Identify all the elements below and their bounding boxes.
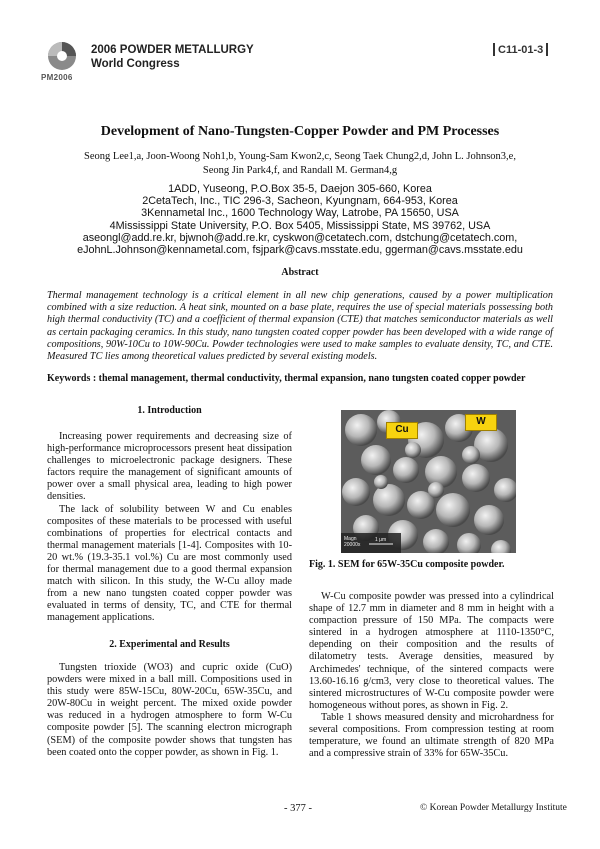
figure-caption: Fig. 1. SEM for 65W-35Cu composite powder. xyxy=(309,559,505,570)
abstract-text: Thermal management technology is a critical element in all new chip generations, caused by a power multiplication combined with a size reduction. A heat sink, mounted on a base plate, requires the use of special materials possessing both high thermal conductivity (TC) and a coefficient of thermal expansion (CTE) that matches semiconductor materials as well as certain packaging ceramics. In this study, nano tungsten coated copper powder has been developed with a wide range of compositions, 90W-10Cu to 10W-90Cu. Powder technologies were used to make samples to evaluate density, TC, and CTE. Measured TC lies among theoretical values predicted by several existing models. xyxy=(47,290,553,363)
intro-section xyxy=(47,431,292,625)
magnification xyxy=(344,536,360,548)
logo-text: PM2006 xyxy=(41,73,73,82)
paper-title: Development of Nano-Tungsten-Copper Powder and PM Processes xyxy=(100,124,500,139)
magnification-line1: Magn xyxy=(344,536,357,542)
scale-bar-label: 1 μm xyxy=(375,537,387,543)
abstract-heading: Abstract xyxy=(281,267,319,278)
copyright: © Korean Powder Metallurgy Institute xyxy=(420,803,567,813)
conference-name xyxy=(91,43,254,71)
intro-heading: 1. Introduction xyxy=(137,405,202,416)
results-section xyxy=(309,591,554,760)
paper-code xyxy=(493,43,548,56)
w-label: W xyxy=(465,414,497,431)
authors-line2: Seong Jin Park4,f, and Randall M. German4,g xyxy=(202,165,398,176)
cu-label: Cu xyxy=(386,422,418,439)
results-paragraph-1: W-Cu composite powder was pressed into a cylindrical shape of 12.7 mm in diameter and 8 mm in height with a compaction pressure of 150 MPa. The compacts were sintered in a hydrogen atmosphere at 1110-1350°C, depending on their composition and the results of dilatometry tests. Average densities, measured by Archimedes' technique, of the sintered compacts were 13.60-16.16 g/cm3, very close to theoretical values. The sintered microstructures of W-Cu composite powder were homogeneous without pores, as shown in Fig. 2. xyxy=(309,591,554,711)
emails-line2: eJohnL.Johnson@kennametal.com, fsjpark@cavs.msstate.edu, ggerman@cavs.msstate.edu xyxy=(77,244,523,257)
paper-code-text: C11-01-3 xyxy=(498,43,544,56)
page-number: - 377 - xyxy=(284,803,312,814)
affiliations xyxy=(40,183,560,256)
keywords: Keywords : themal management, thermal conductivity, thermal expansion, nano tungsten coated copper powder xyxy=(47,373,526,384)
affiliation-1: 1ADD, Yuseong, P.O.Box 35-5, Daejon 305-660, Korea xyxy=(168,183,432,195)
magnification-line2: 20000x xyxy=(344,542,361,548)
affiliation-4: 4Mississippi State University, P.O. Box 5405, Mississippi State, MS 39762, USA xyxy=(109,219,491,232)
experimental-section xyxy=(47,662,292,759)
affiliation-3: 3Kennametal Inc., 1600 Technology Way, Latrobe, PA 15650, USA xyxy=(141,207,459,220)
sem-image xyxy=(341,410,516,553)
experimental-heading: 2. Experimental and Results xyxy=(109,639,230,650)
conference-line1: 2006 POWDER METALLURGY xyxy=(91,44,254,56)
intro-paragraph-2: The lack of solubility between W and Cu enables composites of these materials to be processed with useful combinations of properties for electrical contacts and thermal management materials [1-4]. Composites with 10-20 wt.% (19.3-35.1 vol.%) Cu are most commonly used for thermal management due to a good thermal expansion match with silicon. In this study, the W-Cu alloy made from a new nano tungsten coated copper powder was evaluated in terms of density, TC, and CTE for thermal management applications. xyxy=(47,503,292,624)
conference-line2: World Congress xyxy=(91,58,180,70)
code-bar-right xyxy=(546,43,548,56)
intro-paragraph-1: Increasing power requirements and decreasing size of high-performance microprocessors present heat dissipation challenges to microelectronic package designers. These factors require the management of significant amounts of power over a small physical area, leading to high power densities. xyxy=(47,431,292,503)
sem-micrograph xyxy=(341,410,516,553)
experimental-paragraph-1: Tungsten trioxide (WO3) and cupric oxide (CuO) powders were mixed in a ball mill. Compositions used in this study were 85W-15Cu, 80W-20Cu, 65W-35Cu, and 20W-80Cu in weight percent. The mixed oxide powder was reduced in a hydrogen atmosphere to form W-Cu composite powder [5]. The scanning electron micrograph (SEM) of the composite powder shows that tungsten has been coated onto the copper powder, as shown in Fig. 1. xyxy=(47,662,292,758)
authors xyxy=(60,150,540,178)
emails-line1: aseongl@add.re.kr, bjwnoh@add.re.kr, cyskwon@cetatech.com, dstchung@cetatech.com, xyxy=(82,231,518,244)
authors-line1: Seong Lee1,a, Joon-Woong Noh1,b, Young-Sam Kwon2,c, Seong Taek Chung2,d, John L. Johnson3,e, xyxy=(84,151,516,162)
code-bar-left xyxy=(493,43,495,56)
affiliation-2: 2CetaTech, Inc., TIC 296-3, Sacheon, Kyungnam, 664-953, Korea xyxy=(142,195,458,208)
results-paragraph-2: Table 1 shows measured density and microhardness for several compositions. From compression testing at room temperature, we found an ultimate strength of 820 MPa and a compressive strain of 33% for 65W-35Cu. xyxy=(309,711,554,760)
